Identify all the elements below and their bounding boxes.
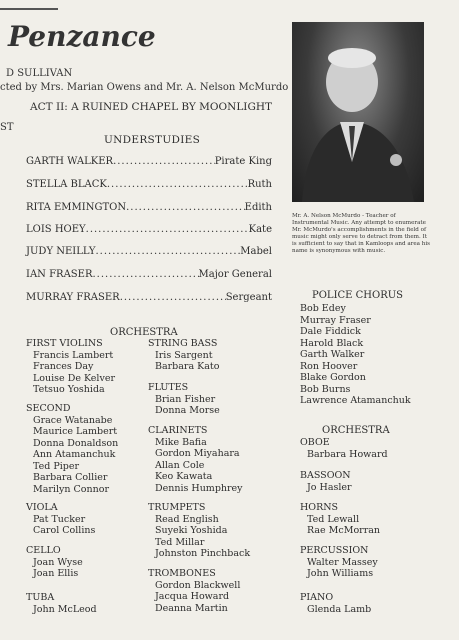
musician-name: Mike Bafia: [155, 436, 207, 448]
musician-name: Ted Piper: [33, 460, 79, 472]
chorus-name: Bob Edey: [300, 303, 346, 314]
section-heading: FLUTES: [148, 382, 189, 393]
viola-section: [26, 502, 95, 537]
understudy-row: [26, 179, 272, 190]
understudy-row: [26, 156, 272, 167]
understudy-name: LOIS HOEY: [26, 224, 86, 235]
understudy-part: Kate: [248, 224, 272, 235]
understudy-part: Edith: [244, 202, 272, 213]
chorus-name: Ron Hoover: [300, 360, 358, 372]
trumpets-section: [148, 502, 250, 560]
section-heading: OBOE: [300, 437, 330, 448]
musician-name: Ted Lewall: [307, 513, 360, 525]
section-heading: FIRST VIOLINS: [26, 338, 103, 349]
musician-name: Dennis Humphrey: [155, 482, 243, 494]
top-rule: [0, 8, 58, 10]
section-heading: CELLO: [26, 545, 61, 556]
musician-name: Ann Atamanchuk: [33, 449, 116, 460]
section-heading: SECOND: [26, 403, 71, 414]
musician-name: Rae McMorran: [307, 525, 381, 536]
musician-name: Frances Day: [33, 361, 94, 372]
bassoon-section: [300, 470, 352, 493]
trombones-section: [148, 568, 240, 614]
musician-name: Carol Collins: [33, 525, 96, 536]
musician-name: John Williams: [307, 568, 374, 579]
musician-name: Deanna Martin: [155, 602, 228, 614]
musician-name: Keo Kawata: [155, 471, 213, 482]
piano-section: [300, 592, 371, 615]
musician-name: Tetsuo Yoshida: [33, 384, 105, 395]
musician-name: Jo Hasler: [307, 481, 352, 493]
section-heading: VIOLA: [26, 502, 58, 513]
tuba-section: [26, 592, 97, 615]
section-heading: PIANO: [300, 592, 334, 603]
musician-name: Glenda Lamb: [307, 603, 372, 615]
understudy-row: [26, 292, 272, 303]
understudy-name: GARTH WALKER: [26, 156, 114, 167]
chorus-name: Bob Burns: [300, 383, 351, 395]
chorus-name: Garth Walker: [300, 349, 365, 360]
musician-name: Barbara Collier: [33, 472, 108, 483]
musician-name: Barbara Kato: [155, 361, 220, 372]
musician-name: John McLeod: [33, 603, 97, 615]
musician-name: Joan Ellis: [33, 568, 79, 579]
cello-section: [26, 545, 83, 580]
understudy-row: [26, 269, 272, 280]
section-heading: STRING BASS: [148, 338, 218, 349]
understudy-row: [26, 224, 272, 235]
leader-dots: [86, 224, 249, 235]
understudy-row: [26, 202, 272, 213]
musician-name: Joan Wyse: [33, 556, 83, 568]
orchestra-right-heading: ORCHESTRA: [322, 425, 390, 436]
understudy-part: Sergeant: [225, 292, 272, 303]
section-heading: TRUMPETS: [148, 502, 206, 513]
police-chorus-heading: POLICE CHORUS: [312, 290, 404, 301]
act-heading: ACT II: A RUINED CHAPEL BY MOONLIGHT: [30, 101, 272, 113]
police-chorus-list: [300, 303, 411, 407]
oboe-section: [300, 437, 388, 460]
musician-name: Louise De Kelver: [33, 372, 115, 384]
page-title: Penzance: [8, 20, 156, 53]
understudy-row: [26, 246, 272, 257]
musician-name: Barbara Howard: [307, 448, 388, 460]
understudy-part: Major General: [198, 269, 272, 280]
musician-name: Read English: [155, 513, 219, 525]
chorus-name: Blake Gordon: [300, 372, 366, 383]
musician-name: Allan Cole: [155, 459, 205, 471]
credits-line-2: cted by Mrs. Marian Owens and Mr. A. Nelson McMurdo: [0, 82, 289, 93]
musician-name: Gordon Miyahara: [155, 448, 240, 459]
musician-name: Johnston Pinchback: [155, 548, 251, 559]
musician-name: Donna Morse: [155, 405, 220, 416]
photo-caption: Mr. A. Nelson McMurdo - Teacher of Instrumental Music. Any attempt to enumerate Mr. McMurdo's accomplishments in the field of music might only serve to detract from them. It is sufficient to say that in Kamloops and area his name is synonymous with music.: [292, 213, 431, 254]
musician-name: Suyeki Yoshida: [155, 525, 228, 536]
chorus-name: Dale Fiddick: [300, 326, 361, 337]
section-heading: TROMBONES: [148, 568, 216, 579]
leader-dots: [126, 202, 245, 213]
musician-name: Maurice Lambert: [33, 426, 118, 437]
musician-name: Grace Watanabe: [33, 414, 113, 426]
understudy-part: Ruth: [247, 179, 272, 190]
second-section: [26, 403, 118, 495]
understudy-name: JUDY NEILLY: [26, 246, 96, 257]
leader-dots: [113, 156, 215, 167]
section-heading: PERCUSSION: [300, 545, 369, 556]
leader-dots: [120, 292, 226, 303]
section-heading: BASSOON: [300, 470, 351, 481]
musician-name: Ted Millar: [155, 536, 205, 548]
musician-name: Walter Massey: [307, 556, 378, 568]
left-fragment: ST: [0, 122, 14, 133]
horns-section: [300, 502, 380, 537]
understudy-name: RITA EMMINGTON: [26, 202, 127, 213]
understudies-heading: UNDERSTUDIES: [104, 134, 201, 146]
musician-name: Gordon Blackwell: [155, 579, 241, 591]
understudy-part: Mabel: [240, 246, 272, 257]
musician-name: Iris Sargent: [155, 349, 213, 361]
leader-dots: [95, 246, 240, 257]
portrait-illustration: [292, 22, 424, 202]
clarinets-section: [148, 425, 243, 494]
musician-name: Donna Donaldson: [33, 437, 119, 449]
section-heading: TUBA: [26, 592, 55, 603]
portrait-photo: [292, 22, 424, 202]
musician-name: Jacqua Howard: [155, 591, 230, 602]
chorus-name: Lawrence Atamanchuk: [300, 395, 411, 406]
understudy-name: MURRAY FRASER: [26, 292, 120, 303]
chorus-name: Harold Black: [300, 337, 364, 349]
understudy-name: STELLA BLACK: [26, 179, 107, 190]
string-bass-section: [148, 338, 219, 373]
credits-line-1: D SULLIVAN: [6, 68, 73, 79]
leader-dots: [92, 269, 198, 280]
musician-name: Marilyn Connor: [33, 483, 109, 495]
musician-name: Francis Lambert: [33, 349, 114, 361]
musician-name: Brian Fisher: [155, 393, 216, 405]
understudy-part: Pirate King: [214, 156, 272, 167]
understudy-name: IAN FRASER: [26, 269, 93, 280]
percussion-section: [300, 545, 378, 580]
musician-name: Pat Tucker: [33, 513, 86, 525]
flutes-section: [148, 382, 220, 417]
chorus-name: Murray Fraser: [300, 314, 371, 326]
section-heading: HORNS: [300, 502, 339, 513]
section-heading: CLARINETS: [148, 425, 208, 436]
first-violins-section: [26, 338, 115, 396]
orchestra-heading: ORCHESTRA: [110, 327, 178, 338]
leader-dots: [107, 179, 248, 190]
